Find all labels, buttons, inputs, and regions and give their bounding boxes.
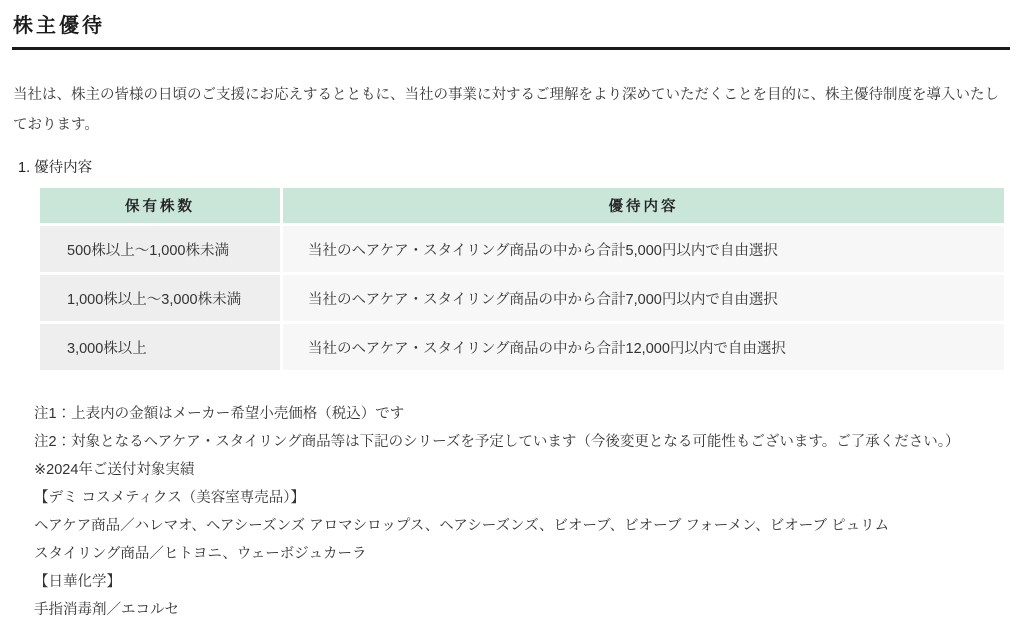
brand-heading-nicca: 【日華化学】 — [34, 574, 121, 590]
note-2: 注2：対象となるヘアケア・スタイリング商品等は下記のシリーズを予定しています（今後変更となる可能性もございます。ご了承ください。） — [34, 434, 960, 450]
brand-heading-demi: 【デミ コスメティクス（美容室専売品）】 — [34, 490, 305, 506]
table-header-benefit: 優待内容 — [283, 188, 1004, 223]
note-2024-record: ※2024年ご送付対象実績 — [34, 462, 195, 478]
benefit-cell-row2: 当社のヘアケア・スタイリング商品の中から合計7,000円以内で自由選択 — [283, 275, 1004, 321]
styling-products-line: スタイリング商品／ヒトヨニ、ウェーボジュカーラ — [34, 546, 367, 562]
title-divider — [12, 47, 1010, 50]
sanitizer-products-line: 手指消毒剤／エコルセ — [34, 602, 179, 618]
intro-paragraph: 当社は、株主の皆様の日頃のご支援にお応えするとともに、当社の事業に対するご理解をより深めていただくことを目的に、株主優待制度を導入いたしております。 — [13, 87, 999, 133]
benefit-cell-row1: 当社のヘアケア・スタイリング商品の中から合計5,000円以内で自由選択 — [283, 226, 1004, 272]
shares-cell-row2: 1,000株以上〜3,000株未満 — [40, 275, 280, 321]
shares-cell-row1: 500株以上〜1,000株未満 — [40, 226, 280, 272]
section-heading-benefits: 1. 優待内容 — [18, 160, 93, 176]
notes-block — [34, 400, 1011, 624]
haircare-products-line: ヘアケア商品／ハレマオ、ヘアシーズンズ アロマシロップス、ヘアシーズンズ、ビオーブ、ビオーブ フォーメン、ビオーブ ピュリム — [34, 518, 890, 534]
page-title: 株主優待 — [13, 15, 105, 37]
table-header-shares: 保有株数 — [40, 188, 280, 223]
shares-cell-row3: 3,000株以上 — [40, 324, 280, 370]
note-1: 注1：上表内の金額はメーカー希望小売価格（税込）です — [34, 406, 405, 422]
benefits-table — [40, 188, 1004, 370]
benefit-cell-row3: 当社のヘアケア・スタイリング商品の中から合計12,000円以内で自由選択 — [283, 324, 1004, 370]
